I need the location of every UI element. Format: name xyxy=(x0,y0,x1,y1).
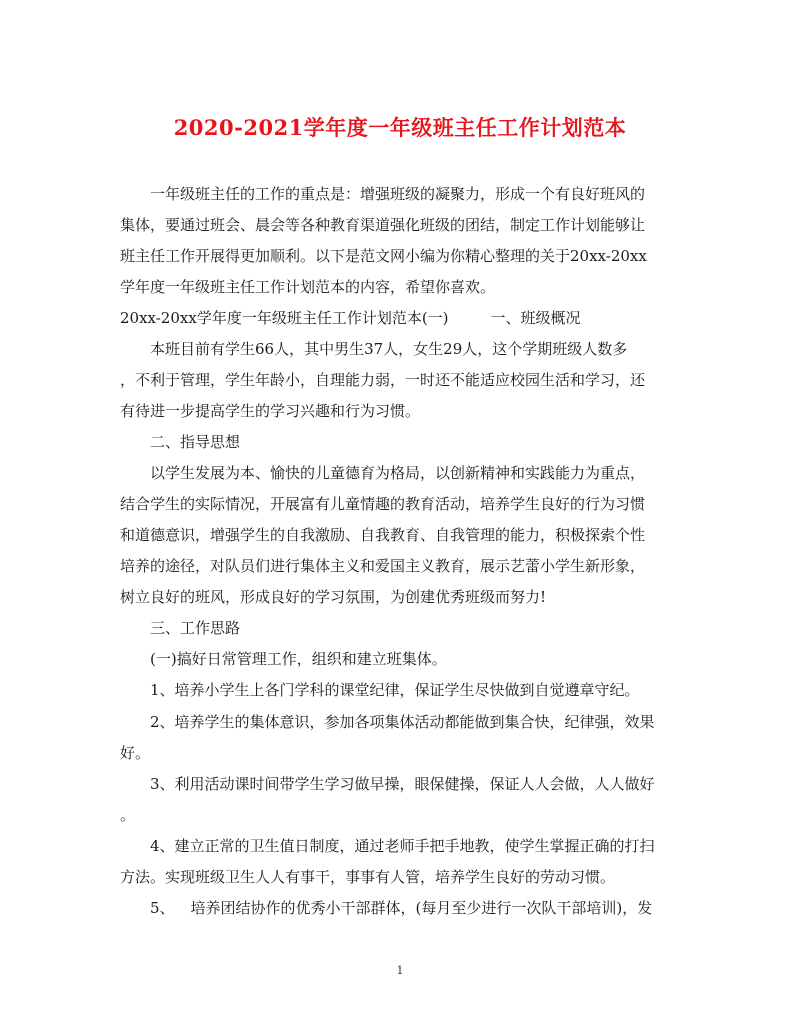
section3-subheading: (一)搞好日常管理工作，组织和建立班集体。 xyxy=(150,650,447,668)
page-number: 1 xyxy=(396,964,404,977)
section3-item-2-line-2: 好。 xyxy=(120,744,151,762)
section3-item-5 xyxy=(150,898,710,918)
subtitle-line xyxy=(120,308,680,328)
section1-line-2: ，不利于管理，学生年龄小，自理能力弱，一时还不能适应校园生活和学习，还 xyxy=(120,371,646,389)
document-title: 2020-2021学年度一年级班主任工作计划范本 xyxy=(173,115,627,140)
section3-item-2-line-1: 2、培养学生的集体意识，参加各项集体活动都能做到集合快，纪律强，效果 xyxy=(150,713,655,731)
section3-item-1: 1、培养小学生上各门学科的课堂纪律，保证学生尽快做到自觉遵章守纪。 xyxy=(150,681,640,699)
section2-line-2: 结合学生的实际情况，开展富有儿童情趣的教育活动，培养学生良好的行为习惯 xyxy=(120,495,646,513)
intro-line-4: 学年度一年级班主任工作计划范本的内容，希望你喜欢。 xyxy=(120,278,496,296)
intro-line-2: 集体，要通过班会、晨会等各种教育渠道强化班级的团结，制定工作计划能够让 xyxy=(120,216,646,234)
section3-item-4-line-1: 4、建立正常的卫生值日制度，通过老师手把手地教，使学生掌握正确的打扫 xyxy=(150,837,655,855)
intro-line-1: 一年级班主任的工作的重点是：增强班级的凝聚力，形成一个有良好班风的 xyxy=(150,185,646,203)
section3-item-4-line-2: 方法。实现班级卫生人人有事干，事事有人管，培养学生良好的劳动习惯。 xyxy=(120,868,616,886)
section2-line-4: 培养的途径，对队员们进行集体主义和爱国主义教育，展示艺蕾小学生新形象， xyxy=(120,557,646,575)
section2-line-5: 树立良好的班风，形成良好的学习氛围，为创建优秀班级而努力! xyxy=(120,588,547,606)
section2-line-1: 以学生发展为本、愉快的儿童德育为格局，以创新精神和实践能力为重点， xyxy=(150,464,646,482)
section2-heading: 二、指导思想 xyxy=(150,433,241,451)
section3-item-5-number: 5、 xyxy=(150,899,175,917)
section1-line-3: 有待进一步提高学生的学习兴趣和行为习惯。 xyxy=(120,402,421,420)
section3-heading: 三、工作思路 xyxy=(150,619,241,637)
section1-heading: 一、班级概况 xyxy=(490,309,581,327)
section3-item-3-line-2: 。 xyxy=(120,806,136,824)
section3-item-3-line-1: 3、利用活动课时间带学生学习做早操，眼保健操，保证人人会做，人人做好 xyxy=(150,775,655,793)
intro-line-3: 班主任工作开展得更加顺利。以下是范文网小编为你精心整理的关于20xx-20xx xyxy=(120,247,647,265)
section1-line-1: 本班目前有学生66人，其中男生37人，女生29人，这个学期班级人数多 xyxy=(150,340,628,358)
subtitle: 20xx-20xx学年度一年级班主任工作计划范本(一) xyxy=(120,309,449,327)
section2-line-3: 和道德意识，增强学生的自我激励、自我教育、自我管理的能力，积极探索个性 xyxy=(120,526,646,544)
section3-item-5-text: 培养团结协作的优秀小干部群体，(每月至少进行一次队干部培训)，发 xyxy=(190,899,653,917)
